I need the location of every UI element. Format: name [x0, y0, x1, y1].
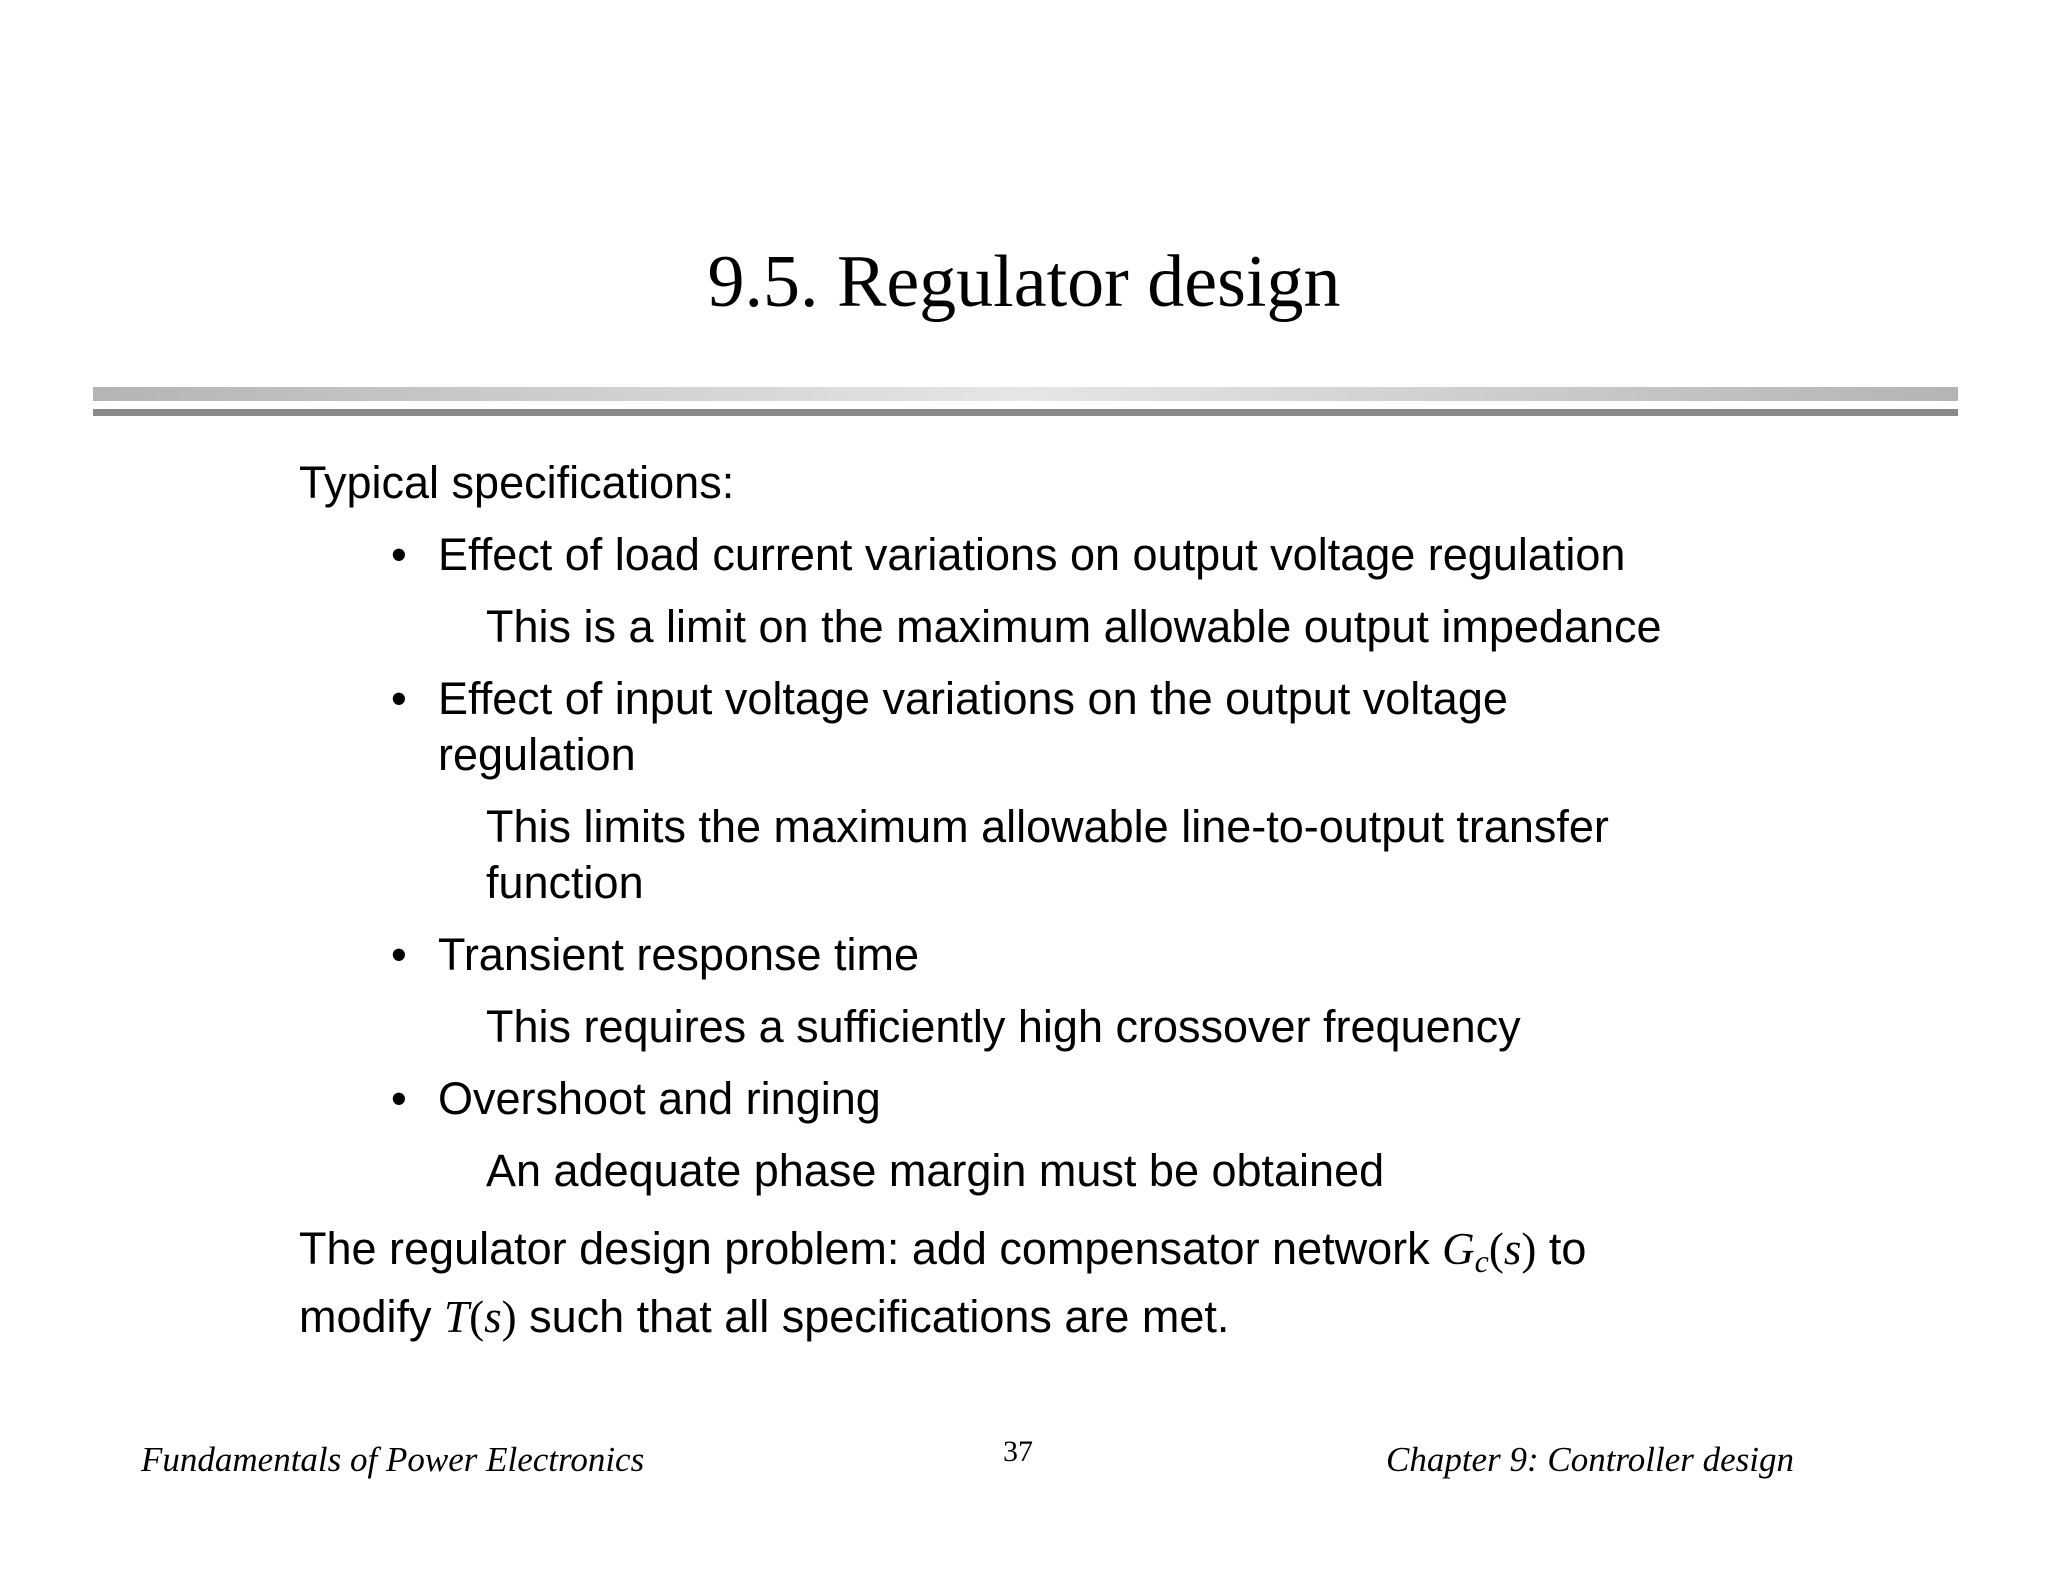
t-close-paren: )	[501, 1292, 517, 1342]
footer-book-title: Fundamentals of Power Electronics	[141, 1440, 645, 1479]
bullet-icon: •	[391, 929, 407, 980]
bullet-icon: •	[391, 529, 407, 580]
bullet-text: Effect of load current variations on output voltage regulation	[438, 529, 1626, 580]
list-item	[299, 527, 1799, 655]
page-number: 37	[1003, 1435, 1033, 1468]
gc-symbol: G	[1442, 1224, 1475, 1274]
intro-text: Typical specifications:	[299, 457, 735, 508]
bullet-subtext: This is a limit on the maximum allowable output impedance	[486, 601, 1662, 652]
t-open-paren: (	[469, 1292, 485, 1342]
bullet-text: Effect of input voltage variations on the output voltage regulation	[438, 673, 1508, 780]
bullet-icon: •	[391, 673, 407, 724]
bullet-text: Transient response time	[438, 929, 920, 980]
conclusion-part-3: such that all specifications are met.	[516, 1291, 1230, 1342]
conclusion-part-1: The regulator design problem: add compensator network	[299, 1223, 1443, 1274]
title-divider-dark	[93, 409, 1958, 416]
list-item	[299, 671, 1799, 911]
slide-body	[299, 455, 1799, 1345]
title-divider-light	[93, 387, 1958, 401]
list-item	[299, 1071, 1799, 1199]
gc-open-paren: (	[1488, 1224, 1504, 1274]
bullet-text: Overshoot and ringing	[438, 1073, 881, 1124]
list-item	[299, 927, 1799, 1055]
bullet-subtext: This requires a sufficiently high crossover frequency	[486, 1001, 1521, 1052]
specification-list	[299, 527, 1799, 1199]
conclusion-text	[299, 1221, 1679, 1345]
slide-title: 9.5. Regulator design	[707, 241, 1341, 323]
t-symbol: T	[444, 1292, 470, 1342]
conclusion-part-2: to modify	[299, 1223, 1587, 1342]
bullet-icon: •	[391, 1073, 407, 1124]
gc-close-paren: )	[1521, 1224, 1537, 1274]
gc-subscript: c	[1474, 1243, 1489, 1279]
t-variable: s	[484, 1292, 502, 1342]
bullet-subtext: An adequate phase margin must be obtained	[486, 1145, 1385, 1196]
bullet-subtext: This limits the maximum allowable line-to-output transfer function	[486, 801, 1609, 908]
gc-variable: s	[1503, 1224, 1522, 1274]
footer-chapter: Chapter 9: Controller design	[1385, 1440, 1794, 1479]
